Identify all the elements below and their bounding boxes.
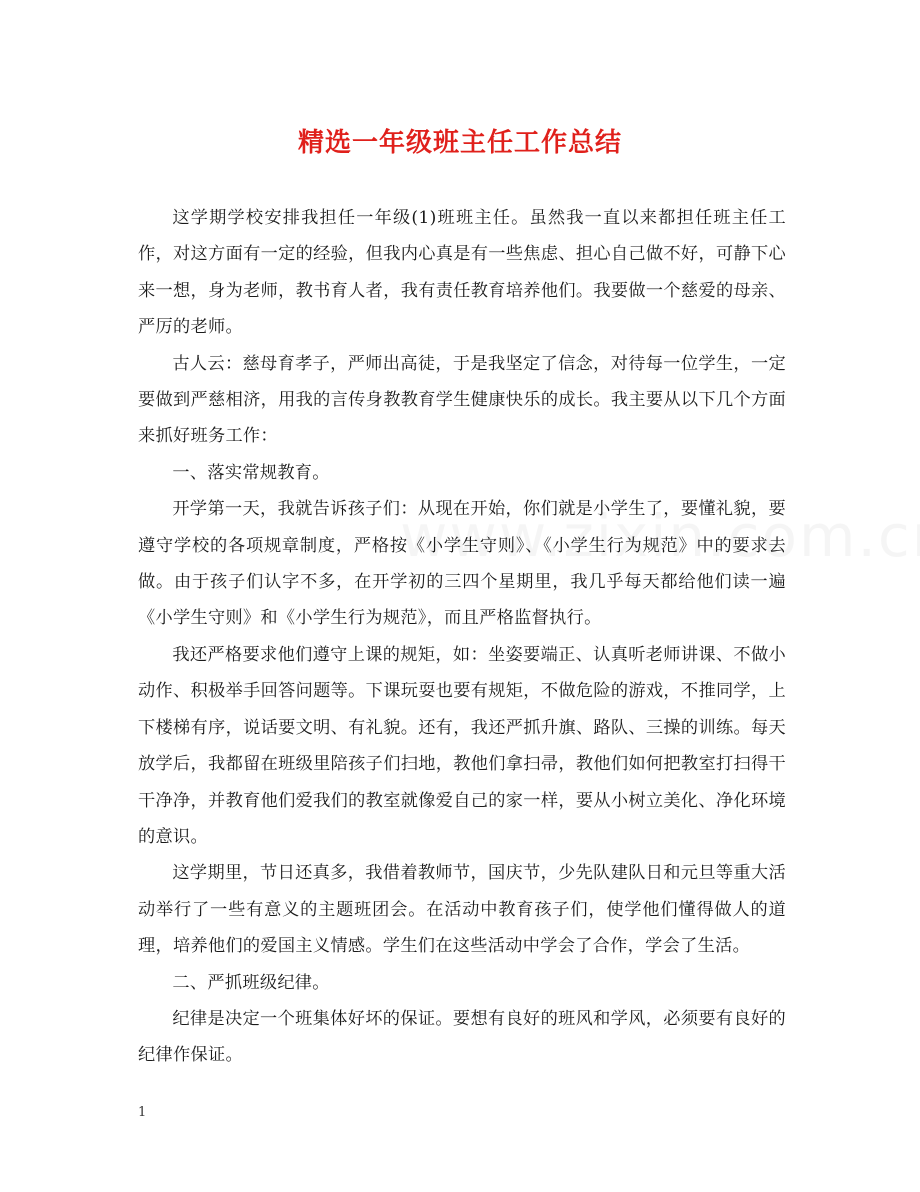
document-body xyxy=(138,200,786,1074)
paragraph: 这学期里，节日还真多，我借着教师节，国庆节，少先队建队日和元旦等重大活动举行了一些有意义的主题班团会。在活动中教育孩子们，使学他们懂得做人的道理，培养他们的爱国主义情感。学生们在这些活动中学会了合作，学会了生活。 xyxy=(138,863,786,957)
paragraph: 开学第一天，我就告诉孩子们：从现在开始，你们就是小学生了，要懂礼貌，要遵守学校的各项规章制度，严格按《小学生守则》、《小学生行为规范》中的要求去做。由于孩子们认字不多，在开学初的三四个星期里，我几乎每天都给他们读一遍《小学生守则》和《小学生行为规范》，而且严格监督执行。 xyxy=(138,499,786,629)
section-heading: 一、落实常规教育。 xyxy=(172,462,330,483)
page-number: 1 xyxy=(138,1105,147,1120)
document-title: 精选一年级班主任工作总结 xyxy=(297,128,622,158)
paragraph: 古人云：慈母育孝子，严师出高徒，于是我坚定了信念，对待每一位学生，一定要做到严慈相济，用我的言传身教教育学生健康快乐的成长。我主要从以下几个方面来抓好班务工作： xyxy=(138,353,786,447)
paragraph: 我还严格要求他们遵守上课的规矩，如：坐姿要端正、认真听老师讲课、不做小动作、积极举手回答问题等。下课玩耍也要有规矩，不做危险的游戏，不推同学，上下楼梯有序，说话要文明、有礼貌。还有，我还严抓升旗、路队、三操的训练。每天放学后，我都留在班级里陪孩子们扫地，教他们拿扫帚，教他们如何把教室打扫得干干净净，并教育他们爱我们的教室就像爱自己的家一样，要从小树立美化、净化环境的意识。 xyxy=(138,644,786,847)
paragraph: 纪律是决定一个班集体好坏的保证。要想有良好的班风和学风，必须要有良好的纪律作保证。 xyxy=(138,1008,786,1066)
section-heading: 二、严抓班级纪律。 xyxy=(172,972,330,993)
paragraph: 这学期学校安排我担任一年级(1)班班主任。虽然我一直以来都担任班主任工作，对这方面有一定的经验，但我内心真是有一些焦虑、担心自己做不好，可静下心来一想，身为老师，教书育人者，我有责任教育培养他们。我要做一个慈爱的母亲、严厉的老师。 xyxy=(138,208,786,338)
